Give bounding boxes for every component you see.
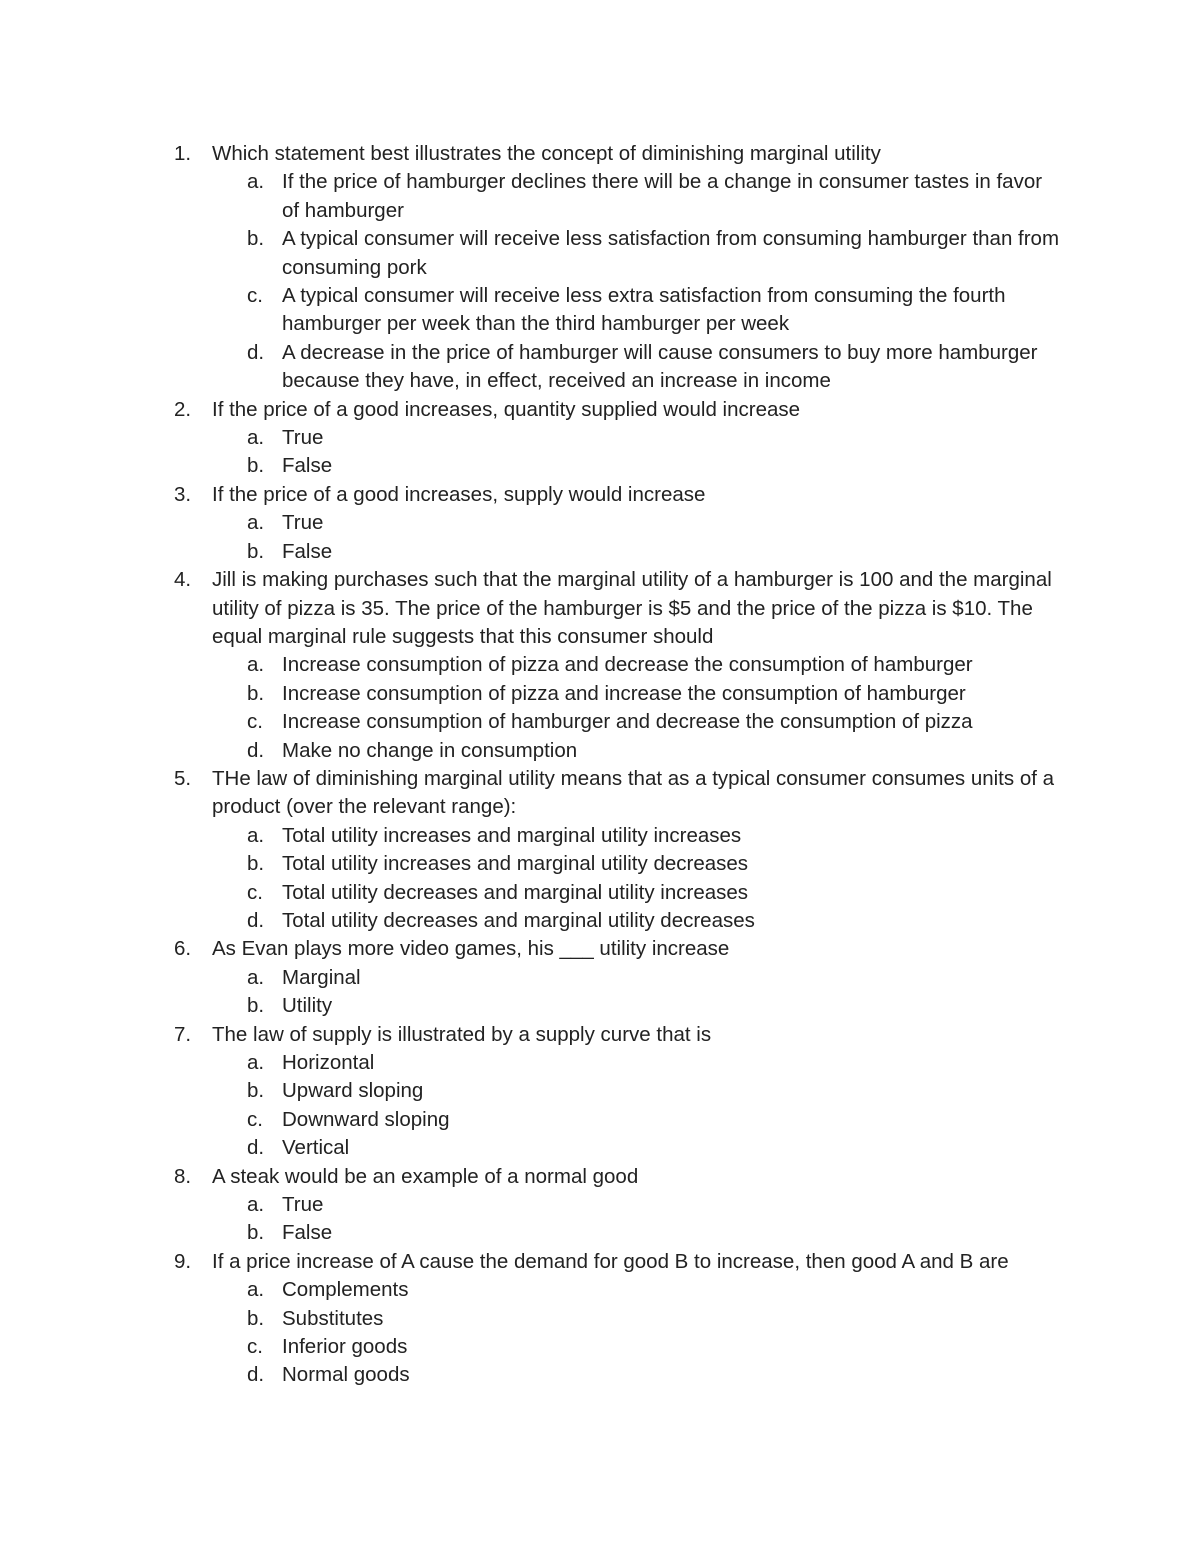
option-text: True [282,1193,324,1217]
question-text: If a price increase of A cause the demand for good B to increase, then good A and B are [212,1249,1009,1273]
option-list [0,509,1200,566]
option-item [0,339,1062,396]
option-letter: a. [247,1193,265,1217]
option-text: False [282,1221,333,1245]
option-text: Substitutes [282,1306,384,1330]
question-number: 5. [174,766,192,790]
option-letter: a. [247,1278,265,1302]
option-letter: d. [247,908,265,932]
question-text: If the price of a good increases, supply would increase [212,482,706,506]
option-item [0,509,1062,537]
option-letter: d. [247,738,265,762]
question-text: A steak would be an example of a normal good [212,1164,639,1188]
option-letter: c. [247,1335,263,1359]
option-list [0,1191,1200,1248]
option-item [0,1305,1062,1333]
option-text: Make no change in consumption [282,738,578,762]
question-number: 4. [174,568,192,592]
question-number: 2. [174,397,192,421]
question-5 [0,765,1200,935]
option-letter: b. [247,681,265,705]
option-letter: c. [247,1107,263,1131]
option-letter: a. [247,823,265,847]
option-text: Upward sloping [282,1079,424,1103]
option-item [0,680,1062,708]
option-item [0,1049,1062,1077]
option-text: True [282,426,324,450]
question-number: 3. [174,482,192,506]
option-letter: b. [247,1306,265,1330]
option-list [0,651,1200,765]
question-number: 1. [174,142,192,165]
option-text: Total utility increases and marginal utility increases [282,823,742,847]
option-text: True [282,511,324,535]
option-list [0,822,1200,936]
option-letter: b. [247,994,265,1018]
option-text: Complements [282,1278,409,1302]
option-item [0,538,1062,566]
option-item [0,1361,1062,1389]
option-text: A typical consumer will receive less extra satisfaction from consuming the fourth hamburger per week than the third hamburger per week [282,284,1006,336]
option-letter: b. [247,1221,265,1245]
question-text: THe law of diminishing marginal utility means that as a typical consumer consumes units of a product (over the relevant range): [212,766,1055,819]
option-text: Increase consumption of pizza and decrease the consumption of hamburger [282,653,973,677]
option-text: If the price of hamburger declines there will be a change in consumer tastes in favor of hamburger [282,170,1043,222]
option-list [0,964,1200,1021]
question-number: 6. [174,937,192,961]
question-text: The law of supply is illustrated by a supply curve that is [212,1022,712,1046]
question-3 [0,481,1200,566]
option-text: Increase consumption of pizza and increase the consumption of hamburger [282,681,966,705]
option-letter: c. [247,710,263,734]
option-item [0,737,1062,765]
option-letter: a. [247,170,265,194]
option-letter: b. [247,1079,265,1103]
option-letter: b. [247,539,265,563]
option-text: A typical consumer will receive less satisfaction from consuming hamburger than from consuming pork [282,227,1060,279]
question-list [0,140,1200,1390]
option-text: Total utility decreases and marginal utility decreases [282,908,755,932]
option-item [0,424,1062,452]
option-list [0,1049,1200,1163]
question-text: If the price of a good increases, quantity supplied would increase [212,397,801,421]
option-item [0,964,1062,992]
option-letter: c. [247,284,263,308]
option-text: False [282,454,333,478]
option-item [0,452,1062,480]
option-letter: a. [247,1051,265,1074]
option-item [0,168,1062,225]
option-letter: a. [247,653,265,677]
option-item [0,1219,1062,1247]
question-7 [0,1021,1200,1163]
option-text: Vertical [282,1136,350,1160]
option-item [0,1333,1062,1361]
question-6 [0,935,1200,1020]
option-text: Total utility decreases and marginal utility increases [282,880,749,904]
option-letter: a. [247,965,265,989]
option-text: A decrease in the price of hamburger will cause consumers to buy more hamburger because they have, in effect, received an increase in income [282,340,1038,393]
option-item [0,822,1062,850]
option-letter: d. [247,1136,265,1160]
option-item [0,1077,1062,1105]
option-letter: d. [247,1363,265,1387]
option-text: Utility [282,994,333,1018]
option-item [0,282,1062,339]
option-list [0,424,1200,481]
option-text: Downward sloping [282,1107,450,1131]
question-text: As Evan plays more video games, his ___ utility increase [212,937,730,961]
option-letter: b. [247,852,265,876]
option-text: Marginal [282,965,361,989]
option-item [0,907,1062,935]
option-text: Inferior goods [282,1335,408,1359]
option-text: False [282,539,333,563]
question-9 [0,1248,1200,1390]
question-1 [0,140,1200,396]
option-letter: d. [247,340,265,364]
option-letter: b. [247,454,265,478]
option-text: Increase consumption of hamburger and decrease the consumption of pizza [282,710,973,734]
option-item [0,651,1062,679]
question-8 [0,1163,1200,1248]
option-text: Horizontal [282,1051,375,1074]
option-item [0,1134,1062,1162]
question-number: 8. [174,1164,192,1188]
option-item [0,850,1062,878]
option-item [0,1191,1062,1219]
option-text: Normal goods [282,1363,410,1387]
option-letter: a. [247,511,265,535]
question-number: 9. [174,1249,192,1273]
question-number: 7. [174,1022,192,1046]
option-letter: b. [247,227,265,251]
option-text: Total utility increases and marginal utility decreases [282,852,749,876]
option-list [0,168,1200,395]
option-letter: a. [247,426,265,450]
option-item [0,992,1062,1020]
option-letter: c. [247,880,263,904]
option-item [0,879,1062,907]
option-item [0,1106,1062,1134]
question-2 [0,396,1200,481]
option-item [0,708,1062,736]
option-list [0,1276,1200,1390]
question-text: Which statement best illustrates the concept of diminishing marginal utility [212,142,881,165]
option-item [0,1276,1062,1304]
question-4 [0,566,1200,765]
option-item [0,225,1062,282]
question-text: Jill is making purchases such that the marginal utility of a hamburger is 100 and the marginal utility of pizza is 35. The price of the hamburger is $5 and the price of the pizza is $10. The equal marginal rule suggests that this consumer should [212,568,1052,648]
